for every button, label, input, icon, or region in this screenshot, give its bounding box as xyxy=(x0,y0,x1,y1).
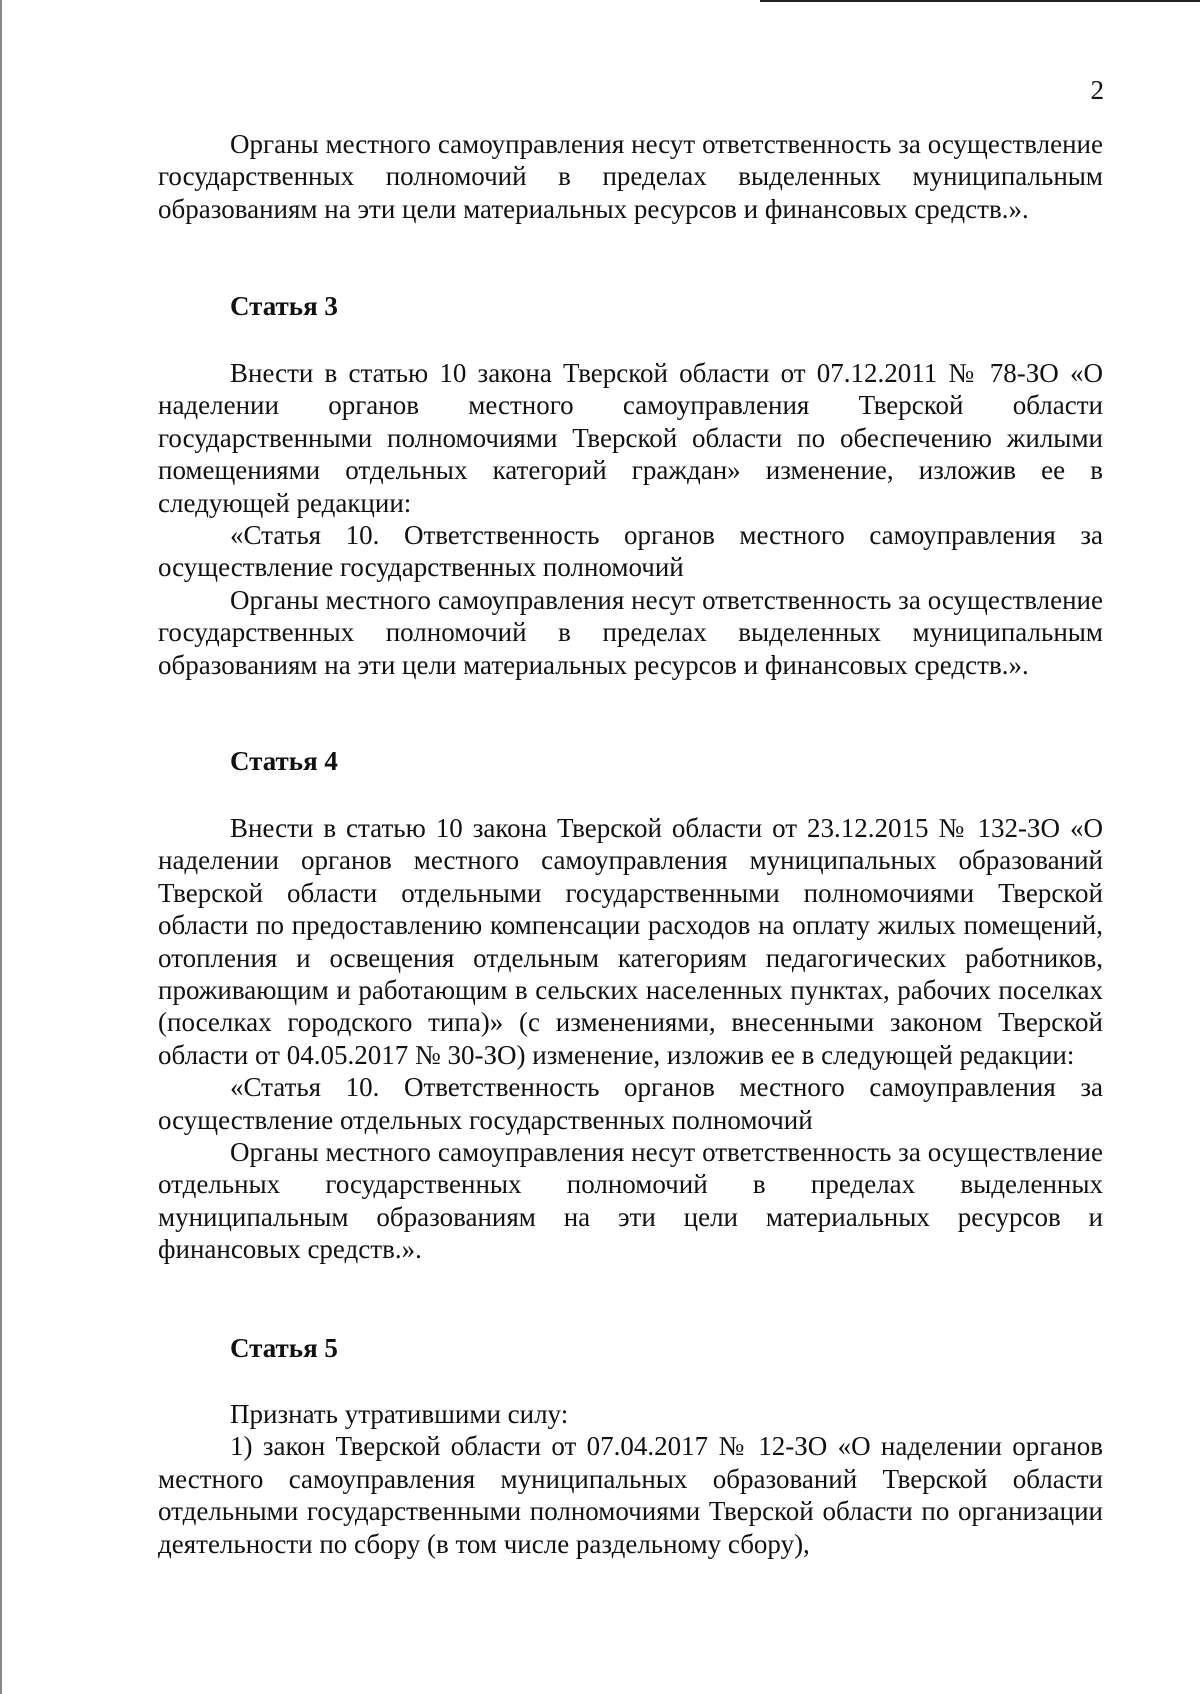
paragraph: Признать утратившими силу: xyxy=(230,1399,569,1429)
page-number: 2 xyxy=(1090,75,1104,105)
paragraph: Органы местного самоуправления несут ответственность за осуществление государственных полномочий в пределах выделенных муниципальным образованиям на эти цели материальных ресурсов и финансовых средств.». xyxy=(158,129,1103,224)
article-3-heading: Статья 3 xyxy=(230,291,338,321)
paragraph: Внести в статью 10 закона Тверской области от 07.12.2011 № 78-ЗО «О наделении органов местного самоуправления Тверской области государственными полномочиями Тверской области по обеспечению жилыми помещениями отдельных категорий граждан» изменение, изложив ее в следующей редакции: xyxy=(158,358,1103,518)
article-4-heading: Статья 4 xyxy=(230,746,338,776)
paragraph: 1) закон Тверской области от 07.04.2017 № 12-ЗО «О наделении органов местного самоуправления муниципальных образований Тверской области отдельными государственными полномочиями Тверской области по организации деятельности по сбору (в том числе раздельному сбору), xyxy=(158,1431,1103,1559)
article-5-body xyxy=(158,1398,1103,1560)
article-5-heading: Статья 5 xyxy=(230,1333,338,1363)
continuation-block xyxy=(158,128,1103,225)
article-4-body xyxy=(158,812,1103,1266)
paragraph: «Статья 10. Ответственность органов местного самоуправления за осуществление отдельных государственных полномочий xyxy=(158,1072,1103,1135)
paragraph: «Статья 10. Ответственность органов местного самоуправления за осуществление государственных полномочий xyxy=(158,520,1103,583)
scan-edge-top xyxy=(760,0,1200,2)
paragraph: Внести в статью 10 закона Тверской области от 23.12.2015 № 132-ЗО «О наделении органов местного самоуправления муниципальных образований Тверской области отдельными государственными полномочиями Тверской области по предоставлению компенсации расходов на оплату жилых помещений, отопления и освещения отдельным категориям педагогических работников, проживающим и работающим в сельских населенных пунктах, рабочих поселках (поселках городского типа)» (с изменениями, внесенными законом Тверской области от 04.05.2017 № 30-ЗО) изменение, изложив ее в следующей редакции: xyxy=(158,813,1103,1070)
paragraph: Органы местного самоуправления несут ответственность за осуществление государственных полномочий в пределах выделенных муниципальным образованиям на эти цели материальных ресурсов и финансовых средств.». xyxy=(158,584,1103,680)
article-3-body xyxy=(158,357,1103,681)
paragraph: Органы местного самоуправления несут ответственность за осуществление отдельных государственных полномочий в пределах выделенных муниципальным образованиям на эти цели материальных ресурсов и финансовых средств.». xyxy=(158,1137,1103,1265)
scan-edge-left xyxy=(0,0,2,1694)
